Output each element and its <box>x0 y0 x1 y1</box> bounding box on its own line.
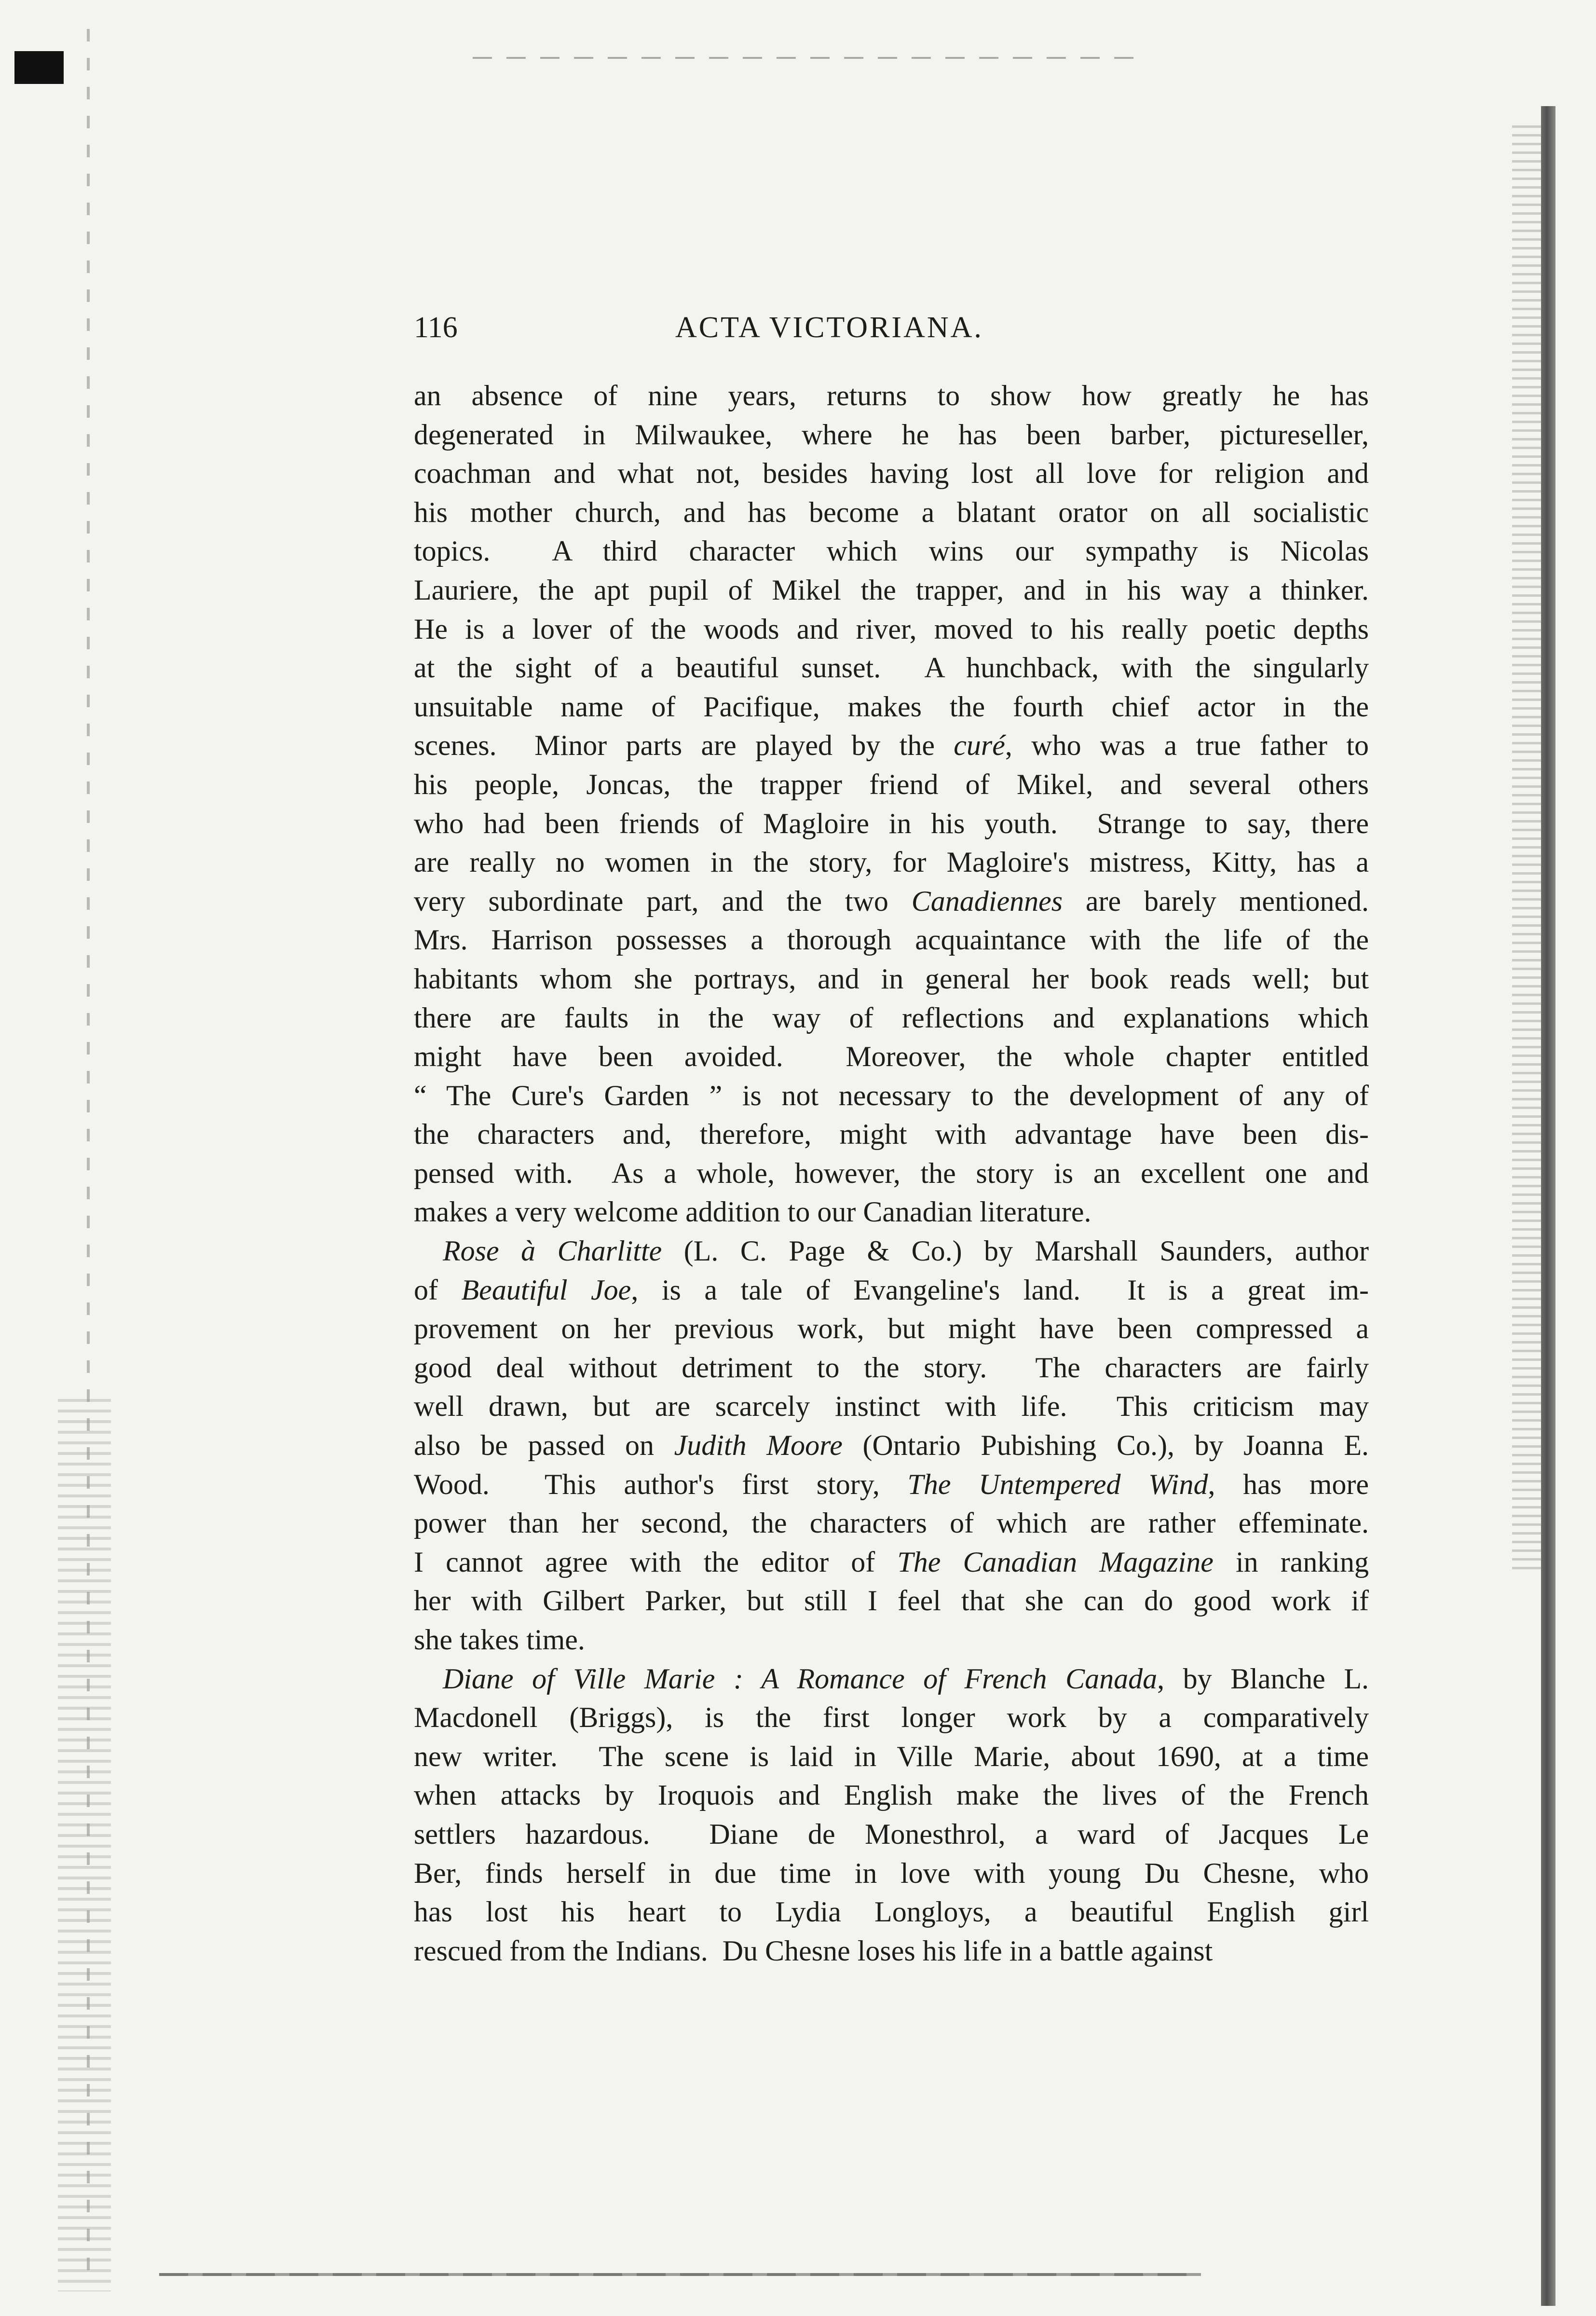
text-run: topics. A third character which wins our sympathy is Nicolas <box>414 535 1369 567</box>
text-run: good deal without detriment to the story. The characters are fairly <box>414 1351 1369 1384</box>
text-line <box>414 648 1369 687</box>
text-line <box>414 1115 1369 1154</box>
text-run: , by Blanche L. <box>1157 1662 1369 1695</box>
text-run: I cannot agree with the editor of <box>414 1546 898 1578</box>
text-run: at the sight of a beautiful sunset. A hunchback, with the singularly <box>414 652 1369 684</box>
text-run: an absence of nine years, returns to show how greatly he has <box>414 380 1369 411</box>
scan-edge-bottom <box>159 2273 1201 2276</box>
text-line <box>414 1620 1369 1659</box>
text-run: (L. C. Page & Co.) by Marshall Saunders, author <box>662 1235 1369 1267</box>
text-line <box>414 1348 1369 1387</box>
text-line <box>414 1504 1369 1543</box>
scan-noise-left <box>58 1399 111 2291</box>
text-line <box>414 1892 1369 1932</box>
text-run: she takes time. <box>414 1624 585 1656</box>
text-run: Lauriere, the apt pupil of Mikel the trapper, and in his way a thinker. <box>414 574 1369 606</box>
text-line <box>414 687 1369 726</box>
italic-title: The Canadian Magazine <box>897 1546 1214 1578</box>
text-line <box>414 1581 1369 1620</box>
text-line <box>414 959 1369 999</box>
text-run: well drawn, but are scarcely instinct with life. This criticism may <box>414 1390 1369 1423</box>
text-run: power than her second, the characters of which are rather effeminate. <box>414 1507 1369 1539</box>
text-run: the characters and, therefore, might with advantage have been dis- <box>414 1118 1369 1151</box>
text-line <box>414 1037 1369 1076</box>
text-line <box>414 493 1369 532</box>
text-line <box>414 1737 1369 1776</box>
text-run: might have been avoided. Moreover, the whole chapter entitled <box>414 1041 1369 1073</box>
text-line <box>414 804 1369 843</box>
text-line <box>414 571 1369 610</box>
text-run: of <box>414 1274 462 1306</box>
text-run: coachman and what not, besides having lost all love for religion and <box>414 457 1369 490</box>
text-run: new writer. The scene is laid in Ville Marie, about 1690, at a time <box>414 1740 1369 1772</box>
text-run: are barely mentioned. <box>1063 885 1369 917</box>
text-line <box>414 843 1369 882</box>
text-run: his people, Joncas, the trapper friend of Mikel, and several others <box>414 768 1369 800</box>
text-run: makes a very welcome addition to our Canadian literature. <box>414 1196 1091 1228</box>
text-run: in ranking <box>1213 1546 1369 1578</box>
text-run: settlers hazardous. Diane de Monesthrol, a ward of Jacques Le <box>414 1818 1369 1850</box>
italic-title: Diane of Ville Marie : A Romance of French Canada <box>443 1662 1158 1695</box>
italic-title: Judith Moore <box>674 1429 843 1462</box>
scan-mark <box>14 51 64 84</box>
running-head: ACTA VICTORIANA. <box>675 311 983 344</box>
text-line <box>414 1154 1369 1193</box>
text-run: rescued from the Indians. Du Chesne loses his life in a battle against <box>414 1934 1213 1967</box>
text-line <box>414 1932 1369 1971</box>
text-run: He is a lover of the woods and river, moved to his really poetic depths <box>414 613 1369 645</box>
text-run: her with Gilbert Parker, but still I feel that she can do good work if <box>414 1585 1369 1617</box>
text-line <box>414 532 1369 571</box>
text-line <box>414 1426 1369 1465</box>
text-line <box>414 920 1369 959</box>
italic-title: Canadiennes <box>911 885 1063 917</box>
scan-edge-top <box>473 57 1148 59</box>
text-line <box>414 454 1369 493</box>
text-line <box>414 1543 1369 1582</box>
text-run: Mrs. Harrison possesses a thorough acquaintance with the life of the <box>414 924 1369 956</box>
page-number: 116 <box>414 311 458 344</box>
text-run: , who was a true father to <box>1005 729 1369 762</box>
text-run: who had been friends of Magloire in his youth. Strange to say, there <box>414 807 1369 839</box>
text-line <box>414 999 1369 1038</box>
text-run: , is a tale of Evangeline's land. It is a great im- <box>631 1274 1369 1306</box>
body-text <box>414 376 1369 1970</box>
italic-title: Rose à Charlitte <box>443 1235 662 1267</box>
text-line <box>414 1815 1369 1854</box>
text-run: pensed with. As a whole, however, the story is an excellent one and <box>414 1157 1369 1189</box>
text-line <box>414 1465 1369 1504</box>
text-line <box>414 1854 1369 1893</box>
text-run: scenes. Minor parts are played by the <box>414 729 954 762</box>
text-run: when attacks by Iroquois and English make the lives of the French <box>414 1779 1369 1811</box>
scan-edge-right <box>1541 106 1555 2306</box>
text-line <box>414 376 1369 415</box>
text-line <box>414 610 1369 649</box>
text-run: his mother church, and has become a blatant orator on all socialistic <box>414 496 1369 528</box>
text-run: Wood. This author's first story, <box>414 1468 908 1500</box>
italic-title: Beautiful Joe <box>461 1274 631 1306</box>
text-run: unsuitable name of Pacifique, makes the fourth chief actor in the <box>414 690 1369 723</box>
text-run: Ber, finds herself in due time in love with young Du Chesne, who <box>414 1857 1369 1889</box>
text-line <box>414 882 1369 921</box>
text-line <box>414 1698 1369 1737</box>
scan-noise-right <box>1512 125 1541 1573</box>
text-run: Macdonell (Briggs), is the first longer work by a comparatively <box>414 1701 1369 1734</box>
text-run: also be passed on <box>414 1429 674 1462</box>
text-line <box>414 726 1369 765</box>
text-line <box>414 1309 1369 1348</box>
italic-title: curé <box>954 729 1005 762</box>
text-line <box>414 1776 1369 1815</box>
text-run: , has more <box>1208 1468 1369 1500</box>
text-line <box>414 1271 1369 1310</box>
text-run: are really no women in the story, for Magloire's mistress, Kitty, has a <box>414 846 1369 878</box>
text-line <box>414 1076 1369 1115</box>
text-line <box>414 1387 1369 1426</box>
text-line <box>414 1659 1369 1699</box>
text-run: very subordinate part, and the two <box>414 885 912 917</box>
text-line <box>414 1192 1369 1232</box>
text-run: habitants whom she portrays, and in general her book reads well; but <box>414 962 1369 995</box>
text-line <box>414 1232 1369 1271</box>
text-line <box>414 765 1369 804</box>
text-run: there are faults in the way of reflections and explanations which <box>414 1001 1369 1034</box>
text-run: has lost his heart to Lydia Longloys, a beautiful English girl <box>414 1896 1369 1928</box>
text-run: (Ontario Pubishing Co.), by Joanna E. <box>842 1429 1369 1462</box>
text-run: “ The Cure's Garden ” is not necessary to the development of any of <box>414 1079 1369 1111</box>
italic-title: The Untempered Wind <box>907 1468 1208 1500</box>
text-run: provement on her previous work, but might have been compressed a <box>414 1313 1369 1345</box>
text-line <box>414 415 1369 454</box>
text-run: degenerated in Milwaukee, where he has been barber, pictureseller, <box>414 418 1369 451</box>
